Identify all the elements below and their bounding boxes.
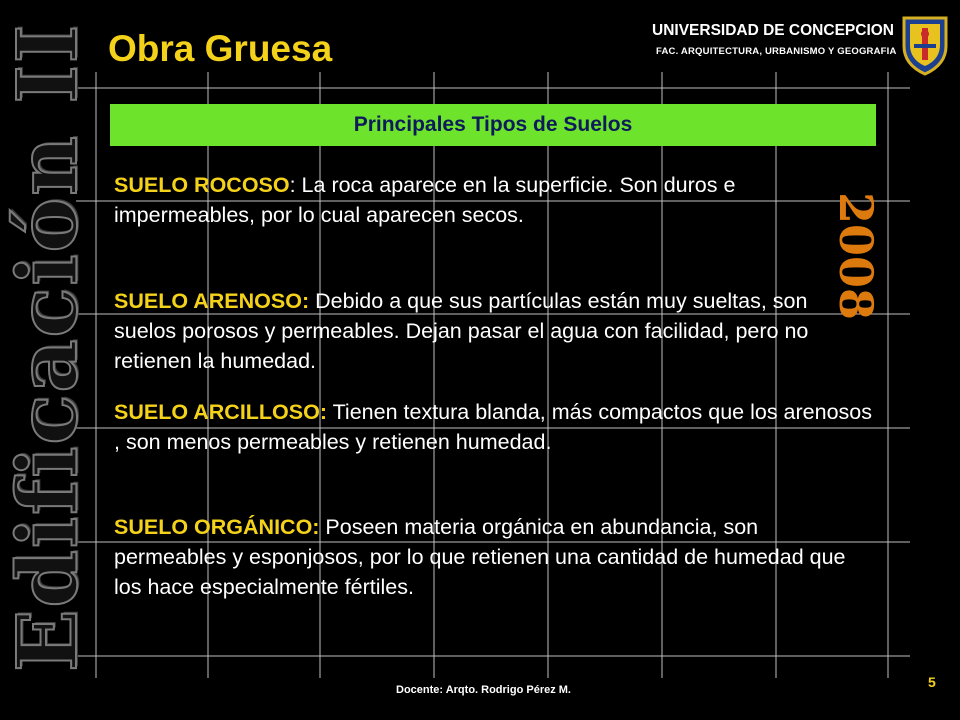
faculty-name: FAC. ARQUITECTURA, URBANISMO Y GEOGRAFIA bbox=[656, 46, 897, 57]
paragraph-suelo-arenoso bbox=[114, 286, 874, 376]
slide-title: Obra Gruesa bbox=[108, 28, 333, 69]
section-banner bbox=[110, 104, 876, 146]
term-description: Poseen materia orgánica en abundancia, son permeables y esponjosos, por lo que retienen una cantidad de humedad que los hace especialmente fértiles. bbox=[114, 515, 846, 599]
page-number: 5 bbox=[928, 674, 936, 690]
paragraph-suelo-organico bbox=[114, 512, 874, 602]
paragraph-suelo-arcilloso bbox=[114, 397, 874, 457]
year-label: 2008 bbox=[829, 192, 883, 321]
term-label: SUELO ORGÁNICO: bbox=[114, 515, 320, 539]
term-label: SUELO ARCILLOSO: bbox=[114, 400, 328, 424]
paragraph-suelo-rocoso bbox=[114, 170, 874, 230]
vertical-course-title: Edificación II bbox=[0, 22, 96, 672]
term-description: Debido a que sus partículas están muy sueltas, son suelos porosos y permeables. Dejan pasar el agua con facilidad, pero no retienen la humedad. bbox=[114, 289, 809, 373]
banner-title: Principales Tipos de Suelos bbox=[353, 113, 633, 136]
term-label: SUELO ROCOSO bbox=[114, 173, 290, 197]
term-label: SUELO ARENOSO: bbox=[114, 289, 310, 313]
university-crest-icon bbox=[900, 14, 950, 76]
term-description: : La roca aparece en la superficie. Son duros e impermeables, por lo cual aparecen secos. bbox=[114, 173, 736, 227]
footer-teacher: Docente: Arqto. Rodrigo Pérez M. bbox=[396, 684, 571, 696]
university-name: UNIVERSIDAD DE CONCEPCION bbox=[652, 22, 894, 39]
term-description: Tienen textura blanda, más compactos que los arenosos , son menos permeables y retienen humedad. bbox=[114, 400, 873, 454]
